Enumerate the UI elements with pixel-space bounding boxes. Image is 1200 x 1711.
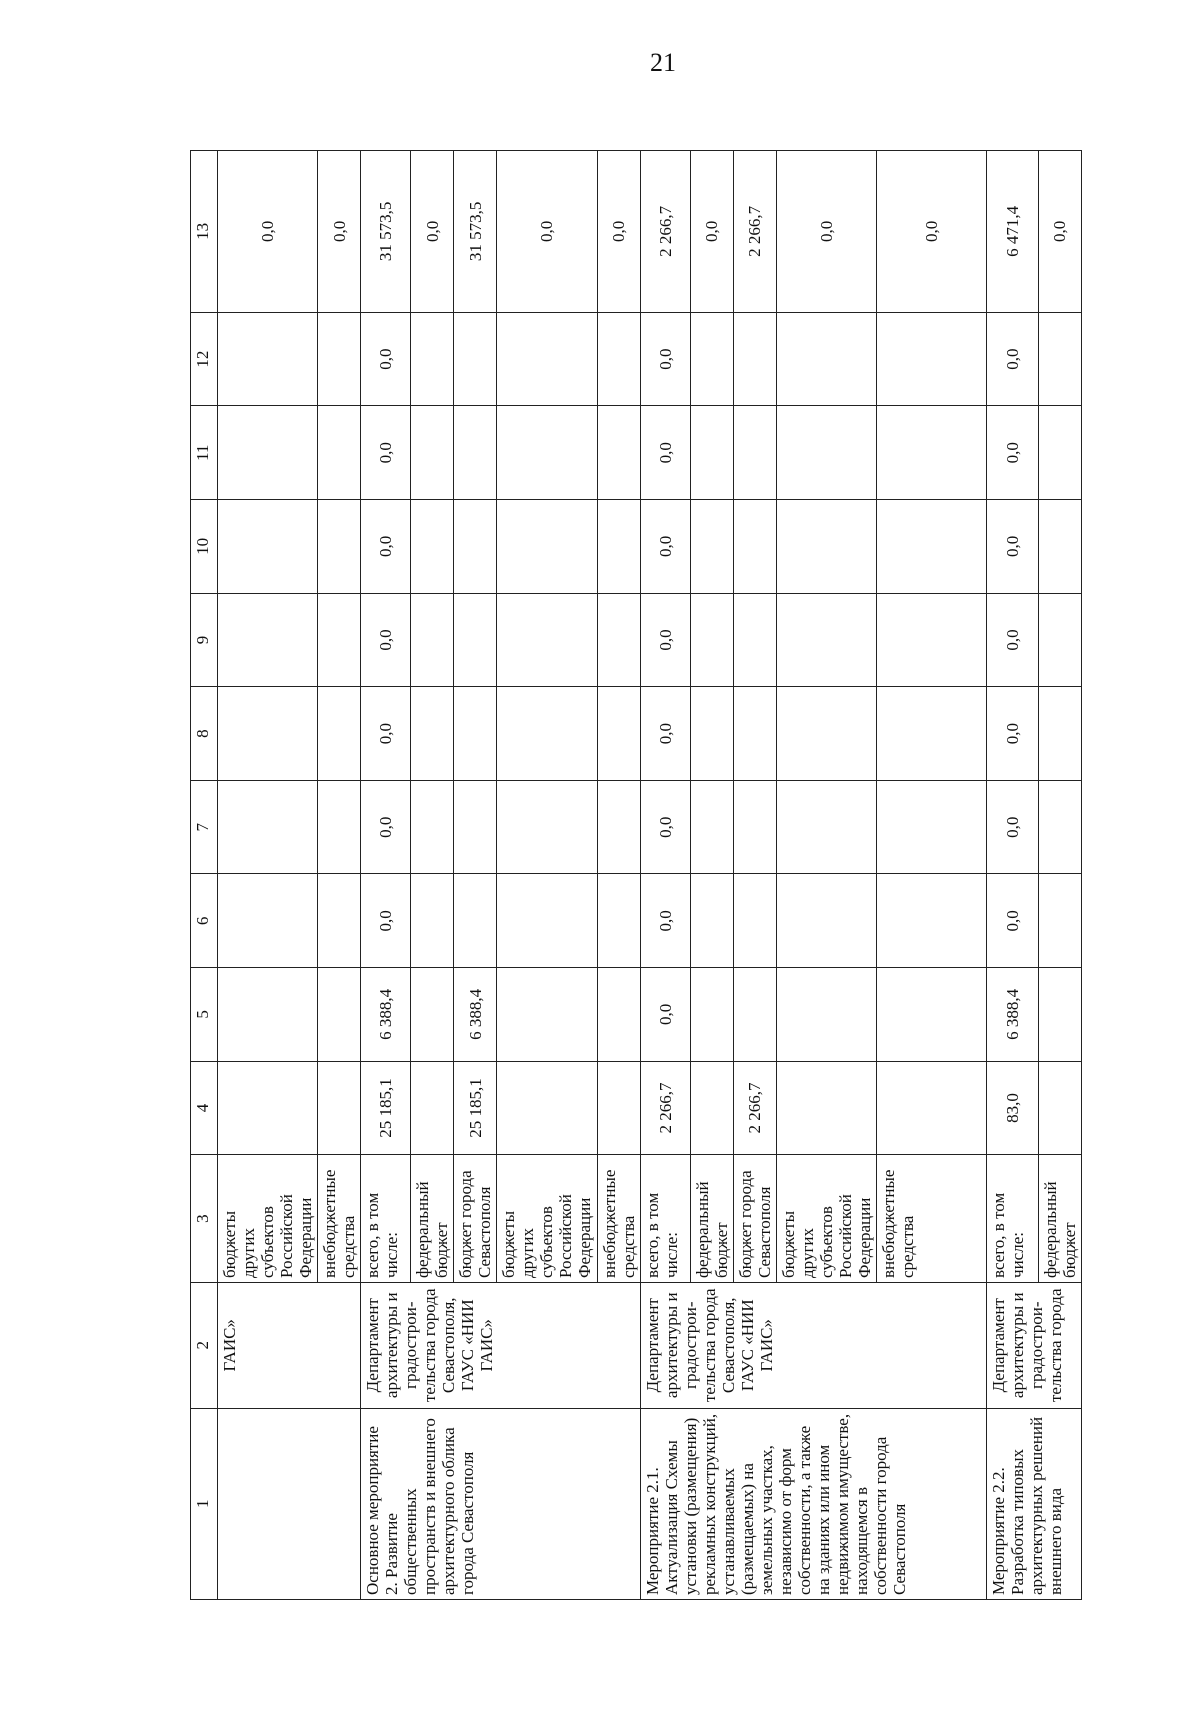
funding-source-cell: федеральный бюджет bbox=[411, 1155, 454, 1283]
value-cell bbox=[690, 1061, 733, 1155]
page-number: 21 bbox=[650, 48, 676, 77]
value-cell: 0,0 bbox=[776, 151, 876, 313]
value-cell: 0,0 bbox=[597, 151, 640, 313]
value-cell bbox=[597, 968, 640, 1062]
value-cell: 25 185,1 bbox=[361, 1061, 411, 1155]
value-cell bbox=[218, 312, 318, 406]
value-cell: 0,0 bbox=[640, 406, 690, 500]
value-cell bbox=[497, 780, 597, 874]
value-cell bbox=[876, 968, 986, 1062]
value-cell: 0,0 bbox=[640, 312, 690, 406]
value-cell bbox=[1038, 1061, 1081, 1155]
header-cell: 7 bbox=[191, 780, 218, 874]
value-cell bbox=[597, 687, 640, 781]
value-cell bbox=[597, 593, 640, 687]
value-cell bbox=[597, 312, 640, 406]
value-cell bbox=[318, 312, 361, 406]
value-cell: 0,0 bbox=[361, 406, 411, 500]
header-cell: 1 bbox=[191, 1408, 218, 1599]
value-cell bbox=[318, 500, 361, 594]
header-row bbox=[191, 151, 218, 1600]
value-cell: 0,0 bbox=[361, 874, 411, 968]
value-cell bbox=[411, 1061, 454, 1155]
value-cell bbox=[733, 968, 776, 1062]
value-cell bbox=[690, 593, 733, 687]
funding-source-cell: бюджет города Севастополя bbox=[454, 1155, 497, 1283]
value-cell: 0,0 bbox=[986, 406, 1038, 500]
value-cell: 0,0 bbox=[640, 780, 690, 874]
header-cell: 6 bbox=[191, 874, 218, 968]
header-cell: 4 bbox=[191, 1061, 218, 1155]
value-cell bbox=[733, 780, 776, 874]
event-cell: Мероприятие 2.1. Актуализация Схемы установки (размещения) рекламных конструкций, устанавливаемых (размещаемых) на земельных участках, независимо от форм собственности, а также на зданиях или ином недвижимом имуществе, находящемся в собственности города Севастополя bbox=[640, 1408, 986, 1599]
funding-source-cell: бюджеты других субъектов Российской Федерации bbox=[218, 1155, 318, 1283]
budget-table bbox=[190, 150, 1082, 1600]
event-cell: Мероприятие 2.2. Разработка типовых архитектурных решений внешнего вида bbox=[986, 1408, 1081, 1599]
value-cell: 0,0 bbox=[1038, 151, 1081, 313]
value-cell bbox=[318, 1061, 361, 1155]
funding-source-cell: федеральный бюджет bbox=[1038, 1155, 1081, 1283]
value-cell: 0,0 bbox=[876, 151, 986, 313]
table-row bbox=[218, 151, 318, 1600]
header-cell: 9 bbox=[191, 593, 218, 687]
value-cell: 0,0 bbox=[986, 593, 1038, 687]
value-cell: 6 388,4 bbox=[454, 968, 497, 1062]
value-cell: 6 471,4 bbox=[986, 151, 1038, 313]
value-cell: 25 185,1 bbox=[454, 1061, 497, 1155]
value-cell: 0,0 bbox=[986, 780, 1038, 874]
value-cell bbox=[1038, 780, 1081, 874]
value-cell: 2 266,7 bbox=[640, 1061, 690, 1155]
value-cell bbox=[597, 1061, 640, 1155]
value-cell: 0,0 bbox=[218, 151, 318, 313]
value-cell bbox=[318, 780, 361, 874]
value-cell: 0,0 bbox=[986, 687, 1038, 781]
value-cell bbox=[876, 406, 986, 500]
value-cell bbox=[1038, 500, 1081, 594]
value-cell bbox=[776, 780, 876, 874]
value-cell bbox=[218, 1061, 318, 1155]
value-cell: 0,0 bbox=[640, 593, 690, 687]
table-row bbox=[986, 151, 1038, 1600]
value-cell: 0,0 bbox=[361, 500, 411, 594]
funding-source-cell: внебюджетные средства bbox=[597, 1155, 640, 1283]
value-cell bbox=[876, 593, 986, 687]
value-cell bbox=[218, 593, 318, 687]
value-cell bbox=[690, 406, 733, 500]
value-cell bbox=[454, 780, 497, 874]
value-cell bbox=[497, 593, 597, 687]
value-cell bbox=[597, 874, 640, 968]
header-cell: 8 bbox=[191, 687, 218, 781]
value-cell: 0,0 bbox=[318, 151, 361, 313]
value-cell bbox=[690, 500, 733, 594]
rotated-table-container bbox=[190, 150, 1125, 1600]
value-cell bbox=[454, 406, 497, 500]
value-cell bbox=[776, 687, 876, 781]
funding-source-cell: внебюджетные средства bbox=[876, 1155, 986, 1283]
value-cell bbox=[597, 406, 640, 500]
value-cell: 2 266,7 bbox=[640, 151, 690, 313]
value-cell bbox=[1038, 312, 1081, 406]
funding-source-cell: внебюджетные средства bbox=[318, 1155, 361, 1283]
value-cell bbox=[218, 500, 318, 594]
value-cell bbox=[218, 687, 318, 781]
value-cell bbox=[454, 593, 497, 687]
table-row bbox=[361, 151, 411, 1600]
value-cell bbox=[733, 593, 776, 687]
value-cell bbox=[733, 312, 776, 406]
value-cell bbox=[218, 874, 318, 968]
value-cell bbox=[411, 312, 454, 406]
value-cell bbox=[876, 312, 986, 406]
value-cell bbox=[776, 1061, 876, 1155]
value-cell bbox=[776, 968, 876, 1062]
value-cell bbox=[454, 500, 497, 594]
header-cell: 11 bbox=[191, 406, 218, 500]
value-cell bbox=[218, 406, 318, 500]
value-cell: 0,0 bbox=[361, 312, 411, 406]
value-cell bbox=[1038, 968, 1081, 1062]
funding-source-cell: всего, в том числе: bbox=[640, 1155, 690, 1283]
value-cell bbox=[497, 500, 597, 594]
value-cell: 2 266,7 bbox=[733, 151, 776, 313]
value-cell bbox=[1038, 406, 1081, 500]
value-cell bbox=[411, 500, 454, 594]
value-cell bbox=[876, 780, 986, 874]
funding-source-cell: бюджет города Севастополя bbox=[733, 1155, 776, 1283]
value-cell bbox=[776, 312, 876, 406]
value-cell: 0,0 bbox=[640, 500, 690, 594]
value-cell: 6 388,4 bbox=[361, 968, 411, 1062]
value-cell bbox=[733, 687, 776, 781]
value-cell bbox=[218, 968, 318, 1062]
funding-source-cell: всего, в том числе: bbox=[986, 1155, 1038, 1283]
value-cell bbox=[690, 780, 733, 874]
header-cell: 2 bbox=[191, 1282, 218, 1408]
header-cell: 13 bbox=[191, 151, 218, 313]
value-cell: 0,0 bbox=[361, 780, 411, 874]
value-cell bbox=[318, 968, 361, 1062]
value-cell bbox=[1038, 593, 1081, 687]
value-cell: 0,0 bbox=[361, 687, 411, 781]
value-cell: 0,0 bbox=[411, 151, 454, 313]
funding-source-cell: бюджеты других субъектов Российской Федерации bbox=[776, 1155, 876, 1283]
value-cell bbox=[1038, 874, 1081, 968]
value-cell: 31 573,5 bbox=[454, 151, 497, 313]
event-cell bbox=[218, 1408, 361, 1599]
value-cell bbox=[776, 593, 876, 687]
value-cell bbox=[776, 406, 876, 500]
executor-cell: Департамент архитектуры и градострои-тельства города Севастополя, ГАУС «НИИ ГАИС» bbox=[640, 1282, 986, 1408]
value-cell: 0,0 bbox=[986, 500, 1038, 594]
value-cell bbox=[454, 312, 497, 406]
value-cell: 0,0 bbox=[640, 687, 690, 781]
value-cell bbox=[876, 1061, 986, 1155]
value-cell: 0,0 bbox=[361, 593, 411, 687]
value-cell: 0,0 bbox=[640, 874, 690, 968]
value-cell bbox=[318, 874, 361, 968]
value-cell bbox=[597, 780, 640, 874]
value-cell bbox=[876, 874, 986, 968]
value-cell bbox=[497, 874, 597, 968]
executor-cell: ГАИС» bbox=[218, 1282, 361, 1408]
value-cell bbox=[497, 406, 597, 500]
header-cell: 10 bbox=[191, 500, 218, 594]
value-cell bbox=[411, 968, 454, 1062]
value-cell bbox=[733, 406, 776, 500]
executor-cell: Департамент архитектуры и градострои-тельства города Севастополя, ГАУС «НИИ ГАИС» bbox=[361, 1282, 640, 1408]
value-cell bbox=[733, 500, 776, 594]
value-cell bbox=[1038, 687, 1081, 781]
value-cell: 0,0 bbox=[986, 312, 1038, 406]
value-cell: 0,0 bbox=[497, 151, 597, 313]
value-cell bbox=[497, 687, 597, 781]
value-cell bbox=[733, 874, 776, 968]
value-cell bbox=[497, 312, 597, 406]
value-cell bbox=[776, 500, 876, 594]
value-cell bbox=[411, 780, 454, 874]
funding-source-cell: всего, в том числе: bbox=[361, 1155, 411, 1283]
value-cell: 0,0 bbox=[986, 874, 1038, 968]
value-cell bbox=[776, 874, 876, 968]
value-cell bbox=[411, 406, 454, 500]
value-cell bbox=[690, 687, 733, 781]
value-cell: 0,0 bbox=[640, 968, 690, 1062]
value-cell bbox=[411, 687, 454, 781]
value-cell bbox=[218, 780, 318, 874]
value-cell bbox=[411, 874, 454, 968]
value-cell bbox=[690, 874, 733, 968]
value-cell bbox=[690, 312, 733, 406]
value-cell bbox=[690, 968, 733, 1062]
value-cell bbox=[876, 500, 986, 594]
event-cell: Основное мероприятие 2. Развитие общественных пространств и внешнего архитектурного облика города Севастополя bbox=[361, 1408, 640, 1599]
value-cell: 83,0 bbox=[986, 1061, 1038, 1155]
header-cell: 5 bbox=[191, 968, 218, 1062]
value-cell: 6 388,4 bbox=[986, 968, 1038, 1062]
value-cell bbox=[454, 874, 497, 968]
value-cell: 31 573,5 bbox=[361, 151, 411, 313]
value-cell bbox=[318, 406, 361, 500]
funding-source-cell: федеральный бюджет bbox=[690, 1155, 733, 1283]
value-cell: 0,0 bbox=[690, 151, 733, 313]
table-row bbox=[640, 151, 690, 1600]
value-cell bbox=[497, 1061, 597, 1155]
value-cell bbox=[597, 500, 640, 594]
funding-source-cell: бюджеты других субъектов Российской Федерации bbox=[497, 1155, 597, 1283]
header-cell: 12 bbox=[191, 312, 218, 406]
value-cell bbox=[876, 687, 986, 781]
value-cell bbox=[411, 593, 454, 687]
header-cell: 3 bbox=[191, 1155, 218, 1283]
value-cell bbox=[318, 687, 361, 781]
value-cell bbox=[318, 593, 361, 687]
executor-cell: Департамент архитектуры и градострои-тельства города bbox=[986, 1282, 1081, 1408]
value-cell: 2 266,7 bbox=[733, 1061, 776, 1155]
value-cell bbox=[497, 968, 597, 1062]
value-cell bbox=[454, 687, 497, 781]
